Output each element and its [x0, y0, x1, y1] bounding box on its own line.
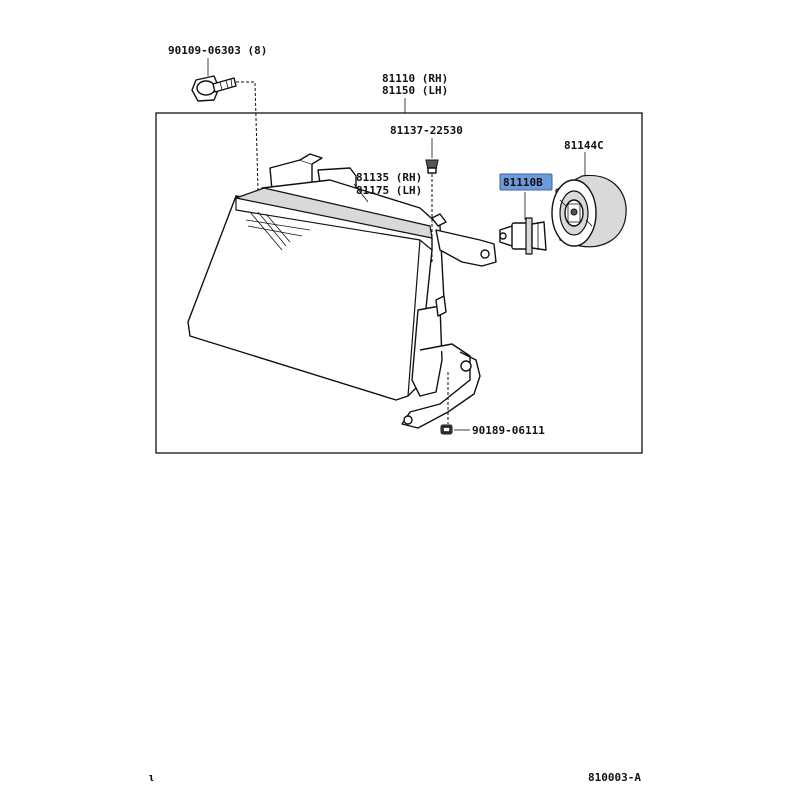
label-clip-bottom: 90189-06111 — [472, 424, 545, 437]
bolt-icon — [192, 76, 236, 101]
label-headlamp-lh: 81150 (LH) — [382, 84, 449, 97]
headlamp-assembly-icon — [188, 154, 496, 428]
label-bulb[interactable]: 81110B — [503, 176, 543, 189]
figure-code: 810003-A — [588, 771, 641, 784]
label-housing-rh: 81135 (RH) — [356, 171, 423, 184]
bulb-icon — [500, 218, 546, 254]
socket-cover-icon — [552, 175, 626, 246]
clip-icon — [426, 160, 438, 173]
label-clip-top: 81137-22530 — [390, 124, 463, 137]
footer-left-mark: ι — [148, 771, 155, 784]
label-headlamp-rh: 81110 (RH) — [382, 72, 449, 85]
label-bolt: 90109-06303 (8) — [168, 44, 268, 57]
label-socket-cover: 81144C — [564, 139, 604, 152]
bolt-dashed-path — [236, 82, 258, 190]
label-housing-lh: 81175 (LH) — [356, 184, 423, 197]
bottom-clip-icon — [441, 425, 452, 434]
